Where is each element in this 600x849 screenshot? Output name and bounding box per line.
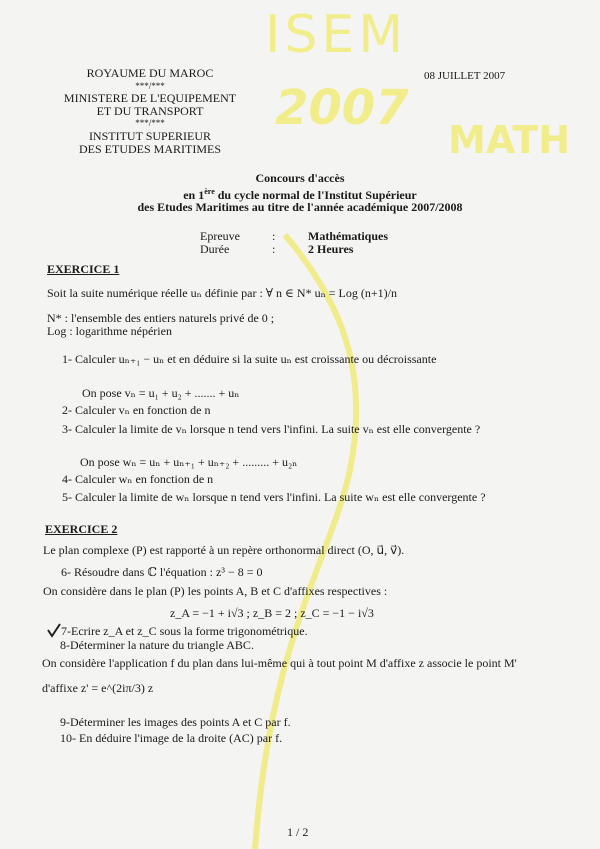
header-line: ***/*** <box>135 118 165 128</box>
question-7: 7-Ecrire z_A et z_C sous la forme trigonométrique. <box>61 624 308 638</box>
ex1-log: Log : logarithme népérien <box>47 324 172 338</box>
info-value: Mathématiques <box>308 229 388 243</box>
question-8: 8-Déterminer la nature du triangle ABC. <box>60 638 254 652</box>
info-sep: : <box>272 229 276 243</box>
ex2-affixes: z_A = −1 + i√3 ; z_B = 2 ; z_C = −1 − i√3 <box>170 606 374 620</box>
ex1-pose-w: On pose wₙ = uₙ + uₙ₊₁ + uₙ₊₂ + ......... + u₂ₙ <box>80 455 298 469</box>
watermark-isem: ISEM <box>265 5 408 65</box>
ex2-intro: Le plan complexe (P) est rapporté à un repère orthonormal direct (O, u⃗, v⃗). <box>43 543 405 557</box>
title-line-3: des Etudes Maritimes au titre de l'année académique 2007/2008 <box>137 200 463 214</box>
check-mark-icon <box>48 624 60 636</box>
title-text: du cycle normal de l'Institut Supérieur <box>214 188 417 202</box>
header-line: ROYAUME DU MAROC <box>86 66 214 80</box>
question-9: 9-Déterminer les images des points A et C par f. <box>60 715 291 729</box>
exam-date: 08 JUILLET 2007 <box>424 70 506 82</box>
header-line: DES ETUDES MARITIMES <box>78 142 221 156</box>
info-sep: : <box>272 242 276 256</box>
ex2-application: On considère l'application f du plan dans lui-même qui à tout point M d'affixe z associe le point M' <box>42 656 517 670</box>
exercise-2-heading: EXERCICE 2 <box>45 522 118 536</box>
ex2-zprime: d'affixe z' = e^(2iπ/3) z <box>42 681 154 695</box>
exercise-1-heading: EXERCICE 1 <box>47 262 120 276</box>
question-2: 2- Calculer vₙ en fonction de n <box>62 403 211 417</box>
ex1-pose-v: On pose vₙ = u₁ + u₂ + ....... + uₙ <box>82 386 240 400</box>
question-10: 10- En déduire l'image de la droite (AC) par f. <box>60 731 283 745</box>
ex1-intro: Soit la suite numérique réelle uₙ définie par : ∀ n ∈ N* uₙ = Log (n+1)/n <box>47 286 397 300</box>
ex1-nstar: N* : l'ensemble des entiers naturels privé de 0 ; <box>47 311 275 325</box>
title-sup: ère <box>204 187 215 196</box>
title-text: en 1 <box>183 188 205 202</box>
header-line: ET DU TRANSPORT <box>96 104 204 118</box>
question-6: 6- Résoudre dans ℂ l'équation : z³ − 8 = 0 <box>61 565 263 579</box>
info-value: 2 Heures <box>308 242 354 256</box>
title-line-1: Concours d'accès <box>255 171 345 185</box>
header-line: ***/*** <box>135 81 165 91</box>
question-1: 1- Calculer uₙ₊₁ − uₙ et en déduire si la suite uₙ est croissante ou décroissante <box>62 352 437 366</box>
header-line: MINISTERE DE L'EQUIPEMENT <box>63 91 237 105</box>
info-label: Epreuve <box>200 229 240 243</box>
info-label: Durée <box>200 242 230 256</box>
header-line: INSTITUT SUPERIEUR <box>88 129 212 143</box>
question-3: 3- Calculer la limite de vₙ lorsque n tend vers l'infini. La suite vₙ est elle convergente ? <box>62 422 481 436</box>
page-number: 1 / 2 <box>287 825 309 839</box>
watermark-math: MATH <box>448 118 570 162</box>
question-4: 4- Calculer wₙ en fonction de n <box>62 472 214 486</box>
ex2-points: On considère dans le plan (P) les points A, B et C d'affixes respectives : <box>43 584 388 598</box>
question-5: 5- Calculer la limite de wₙ lorsque n tend vers l'infini. La suite wₙ est elle convergente ? <box>62 490 486 504</box>
watermark-year: 2007 <box>275 80 409 136</box>
